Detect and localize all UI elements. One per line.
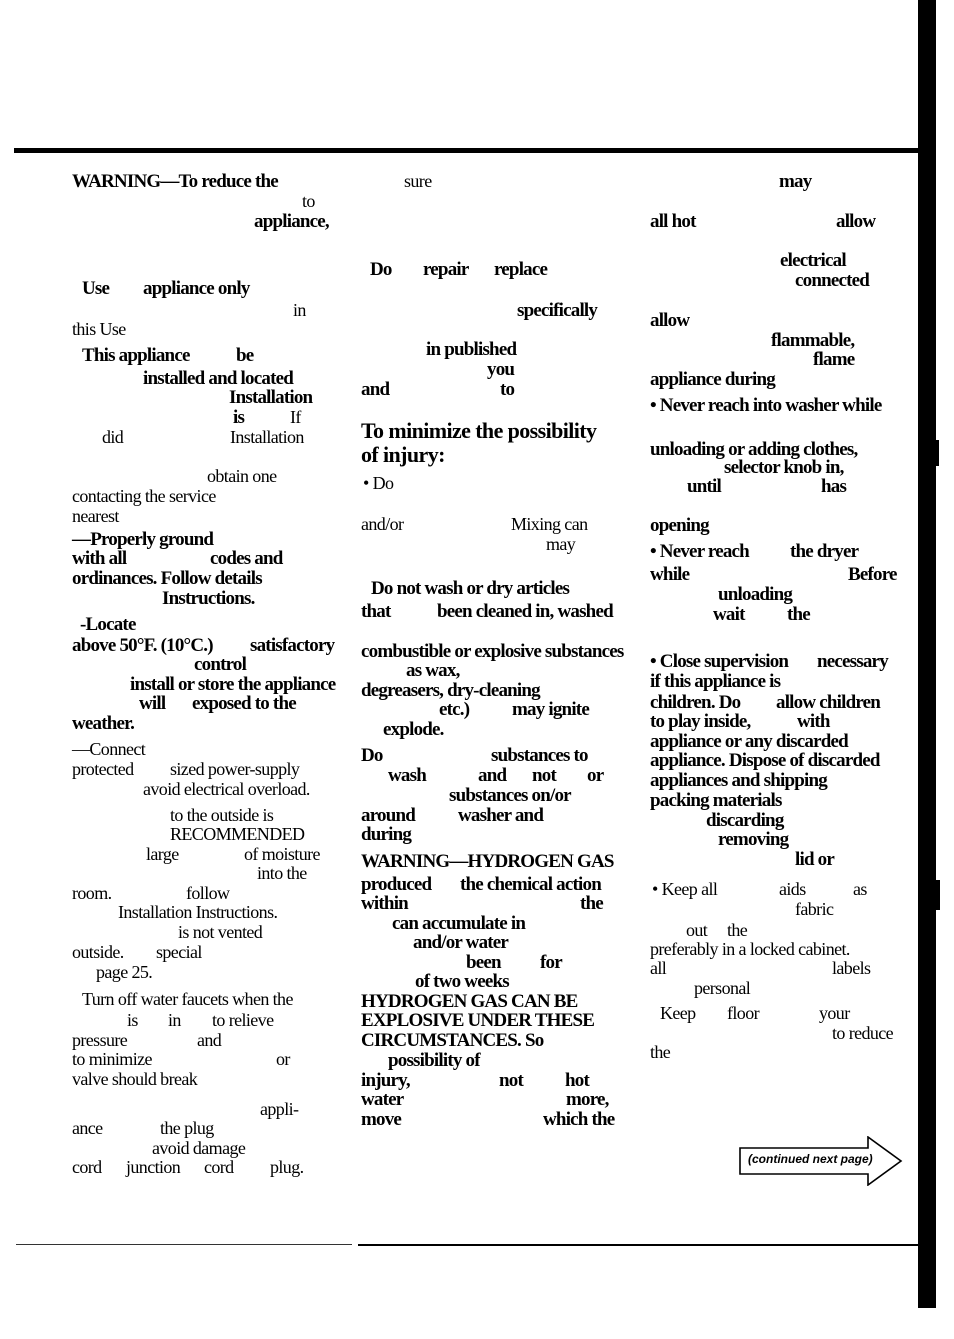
text-line: ance	[72, 1118, 103, 1138]
text-line: or	[587, 765, 604, 786]
text-line: and/or water	[413, 932, 509, 953]
text-line: all hot	[650, 211, 696, 232]
text-line: flammable,	[771, 330, 855, 351]
text-line: special	[156, 942, 202, 962]
text-line: to	[500, 379, 515, 400]
text-line: appliance,	[254, 211, 329, 232]
text-line: valve should break	[72, 1069, 198, 1089]
text-line: follow	[186, 883, 230, 903]
text-line: and/or	[361, 514, 404, 534]
text-line: opening	[650, 515, 709, 536]
text-line: lid or	[795, 849, 835, 870]
text-line: junction	[126, 1157, 181, 1177]
text-line: repair	[423, 259, 469, 280]
text-line: Instructions.	[162, 588, 255, 609]
text-line: room.	[72, 883, 112, 903]
text-line: which the	[543, 1109, 615, 1130]
text-line: is	[233, 407, 245, 428]
text-line: sure	[404, 171, 432, 191]
text-line: Do	[361, 745, 383, 766]
text-line: • Keep all	[652, 879, 718, 899]
continued-next-page-label: (continued next page)	[748, 1152, 873, 1166]
text-line: replace	[494, 259, 548, 280]
text-line: wash	[388, 765, 426, 786]
text-line: flame	[813, 349, 855, 370]
text-line: appliance during	[650, 369, 775, 390]
text-line: until	[687, 476, 722, 497]
text-line: etc.)	[439, 699, 470, 720]
text-line: WARNING—HYDROGEN GAS	[361, 851, 614, 872]
text-line: packing materials	[650, 790, 782, 811]
text-line: to the outside is	[170, 805, 274, 825]
page-edge-mark	[929, 880, 940, 910]
text-line: contacting the service	[72, 486, 216, 506]
text-line: been cleaned in, washed	[437, 601, 613, 622]
text-line: hot	[565, 1070, 589, 1091]
text-line: explode.	[383, 719, 444, 740]
text-line: preferably in a locked cabinet.	[650, 939, 850, 959]
text-line: This appliance	[82, 345, 190, 366]
text-line: unloading	[718, 584, 793, 605]
footer-rule-left	[16, 1244, 352, 1245]
text-line: may	[546, 534, 576, 554]
text-line: washer and	[458, 805, 544, 826]
text-line: to relieve	[212, 1010, 274, 1030]
text-line: weather.	[72, 713, 135, 734]
text-line: floor	[727, 1003, 759, 1023]
text-line: personal	[694, 978, 751, 998]
text-line: degreasers, dry-cleaning	[361, 680, 540, 701]
text-line: that	[361, 601, 391, 622]
text-line: page 25.	[96, 962, 153, 982]
text-line: the	[650, 1042, 671, 1062]
footer-rule-right	[358, 1244, 918, 1246]
text-line: and	[361, 379, 390, 400]
text-line: is	[127, 1010, 138, 1030]
text-line: be	[236, 345, 254, 366]
header-rule	[14, 148, 920, 153]
text-line: and	[478, 765, 507, 786]
text-line: WARNING—To reduce the	[72, 171, 278, 192]
text-line: with	[797, 711, 830, 732]
text-line: during	[361, 824, 412, 845]
text-line: • Never reach	[650, 541, 749, 562]
text-line: RECOMMENDED	[170, 824, 305, 844]
text-line: did	[102, 427, 124, 447]
text-line: allow children	[776, 692, 881, 713]
text-line: appliance only	[143, 278, 250, 299]
text-line: the	[787, 604, 810, 625]
text-line: outside.	[72, 942, 124, 962]
text-line: Keep	[660, 1003, 696, 1023]
text-line: nearest	[72, 506, 119, 526]
text-line: substances to	[491, 745, 588, 766]
text-line: Use	[82, 278, 110, 299]
text-line: appliances and shipping	[650, 770, 827, 791]
text-line: the	[727, 920, 748, 940]
text-line: more,	[566, 1089, 609, 1110]
text-line: the	[580, 893, 603, 914]
text-line: installed and located	[143, 368, 293, 389]
text-line: removing	[718, 829, 789, 850]
text-line: wait	[713, 604, 745, 625]
text-line: appli-	[260, 1099, 299, 1119]
text-line: selector knob in,	[724, 457, 844, 478]
text-line: the chemical action	[460, 874, 601, 895]
text-line: ordinances. Follow details	[72, 568, 262, 589]
text-line: Installation Instructions.	[118, 902, 278, 922]
text-line: not	[532, 765, 556, 786]
text-line: will	[139, 693, 166, 714]
text-line: • Close supervision	[650, 651, 789, 672]
text-line: necessary	[817, 651, 888, 672]
text-line: the dryer	[790, 541, 859, 562]
page-edge-bar	[918, 0, 936, 1308]
text-line: exposed to the	[192, 693, 296, 714]
text-line: into the	[257, 863, 307, 883]
text-line: to reduce	[832, 1023, 894, 1043]
text-line: to play inside,	[650, 711, 751, 732]
text-line: —Connect	[72, 739, 146, 759]
text-line: cord	[72, 1157, 102, 1177]
text-line: large	[146, 844, 179, 864]
text-line: of two weeks	[415, 971, 509, 992]
text-line: out	[686, 920, 708, 940]
text-line: injury,	[361, 1070, 410, 1091]
text-line: EXPLOSIVE UNDER THESE	[361, 1010, 595, 1031]
text-line: children. Do	[650, 692, 741, 713]
text-line: electrical	[780, 250, 846, 271]
text-line: satisfactory	[250, 635, 335, 656]
text-line: within	[361, 893, 408, 914]
text-line: you	[487, 359, 515, 380]
text-line: water	[361, 1089, 404, 1110]
text-line: as wax,	[406, 660, 460, 681]
page-edge-mark	[931, 440, 939, 466]
text-line: around	[361, 805, 415, 826]
text-line: Mixing can	[511, 514, 588, 534]
text-line: your	[819, 1003, 850, 1023]
text-line: Turn off water faucets when the	[82, 989, 293, 1009]
text-line: Installation	[229, 387, 313, 408]
text-line: plug.	[270, 1157, 304, 1177]
text-line: labels	[832, 958, 871, 978]
text-line: of moisture	[244, 844, 320, 864]
text-line: cord	[204, 1157, 234, 1177]
text-line: control	[194, 654, 247, 675]
text-line: the plug	[160, 1118, 214, 1138]
text-line: pressure	[72, 1030, 128, 1050]
text-line: not	[499, 1070, 523, 1091]
text-line: connected	[795, 270, 870, 291]
text-line: to	[302, 191, 315, 211]
text-line: move	[361, 1109, 402, 1130]
text-line: HYDROGEN GAS CAN BE	[361, 991, 578, 1012]
text-line: • Do	[363, 473, 394, 493]
text-line: above 50°F. (10°C.)	[72, 635, 213, 656]
text-line: combustible or explosive substances	[361, 641, 624, 662]
text-line: protected	[72, 759, 134, 779]
text-line: allow	[650, 310, 690, 331]
text-line: unloading or adding clothes,	[650, 439, 858, 460]
text-line: for	[540, 952, 562, 973]
text-line: Do	[370, 259, 392, 280]
text-line: specifically	[517, 300, 598, 321]
text-line: substances on/or	[449, 785, 571, 806]
text-line: sized power-supply	[170, 759, 300, 779]
text-line: fabric	[795, 899, 834, 919]
text-line: —Properly ground	[72, 529, 214, 550]
text-line: allow	[836, 211, 876, 232]
text-line: Installation	[230, 427, 304, 447]
text-line: • Never reach into washer while	[650, 395, 882, 416]
text-line: avoid electrical overload.	[143, 779, 310, 799]
text-line: as	[853, 879, 867, 899]
text-line: discarding	[706, 810, 784, 831]
text-line: Do not wash or dry articles	[371, 578, 570, 599]
text-line: install or store the appliance	[130, 674, 336, 695]
text-line: or	[276, 1049, 290, 1069]
text-line: is not vented	[178, 922, 263, 942]
text-line: to minimize	[72, 1049, 152, 1069]
text-line: if this appliance is	[650, 671, 781, 692]
text-line: appliance or any discarded	[650, 731, 848, 752]
text-line: may	[779, 171, 812, 192]
text-line: possibility of	[388, 1050, 480, 1071]
text-line: of injury:	[361, 442, 445, 467]
text-line: Before	[848, 564, 897, 585]
text-line: in	[168, 1010, 181, 1030]
text-line: obtain one	[207, 466, 277, 486]
text-line: codes and	[210, 548, 283, 569]
text-line: To minimize the possibility	[361, 418, 597, 443]
text-line: If	[290, 407, 301, 427]
text-line: and	[197, 1030, 222, 1050]
text-line: been	[466, 952, 501, 973]
text-line: has	[821, 476, 847, 497]
text-line: appliance. Dispose of discarded	[650, 750, 880, 771]
text-line: may ignite	[512, 699, 589, 720]
text-line: avoid damage	[152, 1138, 246, 1158]
text-line: can accumulate in	[392, 913, 526, 934]
text-line: with all	[72, 548, 127, 569]
text-line: in	[293, 300, 306, 320]
text-line: produced	[361, 874, 432, 895]
text-line: while	[650, 564, 690, 585]
text-line: all	[650, 958, 667, 978]
text-line: this Use	[72, 319, 126, 339]
text-line: in published	[426, 339, 517, 360]
text-line: CIRCUMSTANCES. So	[361, 1030, 544, 1051]
text-line: -Locate	[80, 614, 136, 635]
text-line: aids	[779, 879, 806, 899]
